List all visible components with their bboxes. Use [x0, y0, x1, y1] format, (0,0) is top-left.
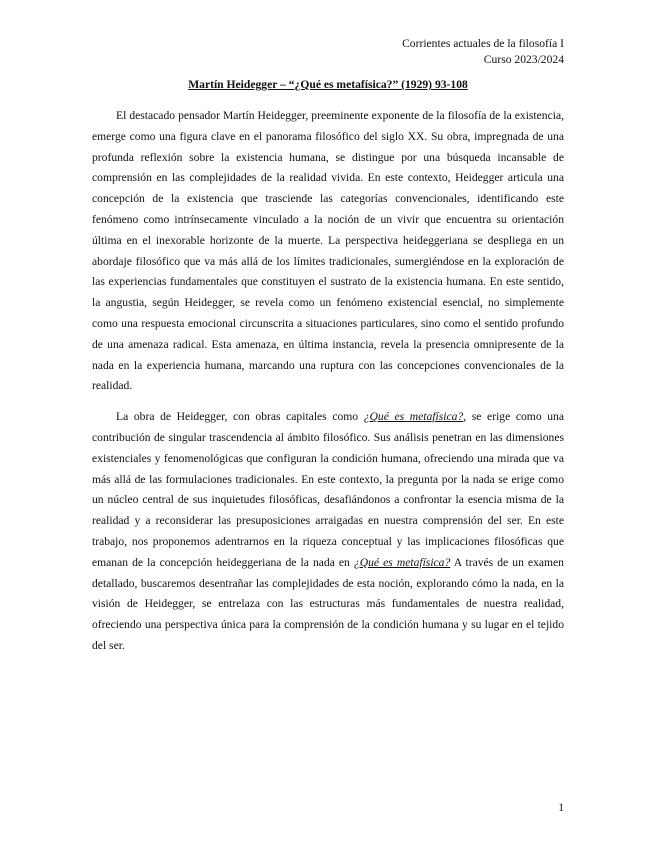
- paragraph-2-text-2: , se erige como una contribución de singular trascendencia al ámbito filosófico. Sus análisis penetran en las dimensiones existenciales y fenomenológicas que configuran la condición humana, ofreciendo una mirada que va más allá de las formulaciones tradicionales. En este contexto, la pregunta por la nada se erige como un núcleo central de sus inquietudes filosóficas, desafiándonos a confrontar la esencia misma de la realidad y a reconsiderar las presuposiciones arraigadas en nuestra comprensión del ser. En este trabajo, nos proponemos adentrarnos en la riqueza conceptual y las implicaciones filosóficas que emanan de la concepción heideggeriana de la nada en: [92, 410, 564, 569]
- page-header: [402, 36, 564, 68]
- header-course-name: Corrientes actuales de la filosofía I: [402, 37, 564, 50]
- header-course-year: Curso 2023/2024: [483, 53, 564, 66]
- page-number: 1: [558, 801, 564, 814]
- paragraph-2-text-1: La obra de Heidegger, con obras capitales como: [116, 410, 364, 424]
- paragraph-2: [92, 407, 564, 657]
- paragraph-2-text-3: A través de un examen detallado, buscaremos desentrañar las complejidades de esta noción, explorando cómo la nada, en la visión de Heidegger, se entrelaza con las estructuras más fundamentales de nuestra realidad, ofreciendo una perspectiva única para la comprensión de la condición humana y su lugar en el tejido del ser.: [92, 555, 564, 652]
- document-title: Martín Heidegger – “¿Qué es metafísica?” (1929) 93-108: [188, 78, 468, 91]
- paragraph-1: El destacado pensador Martín Heidegger, preeminente exponente de la filosofía de la existencia, emerge como una figura clave en el panorama filosófico del siglo XX. Su obra, impregnada de una profunda reflexión sobre la existencia humana, se distingue por una búsqueda incansable de comprensión en las complejidades de la realidad vivida. En este contexto, Heidegger articula una concepción de la existencia que trasciende las categorías convencionales, identificando este fenómeno como intrínsecamente vinculado a la noción de un vivir que encuentra su orientación última en el inexorable horizonte de la muerte. La perspectiva heideggeriana se despliega en un abordaje filosófico que va más allá de los límites tradicionales, sumergiéndose en la exploración de las experiencias fundamentales que constituyen el sustrato de la existencia humana. En este sentido, la angustia, según Heidegger, se revela como un fenómeno existencial esencial, no simplemente como una respuesta emocional circunscrita a situaciones particulares, sino como el sentido profundo de una amenaza radical. Esta amenaza, en última instancia, revela la presencia omnipresente de la nada en la experiencia humana, marcando una ruptura con las concepciones convencionales de la realidad.: [92, 109, 564, 393]
- document-body: [92, 106, 564, 667]
- work-title-italic-1: ¿Qué es metafísica?: [363, 410, 464, 424]
- work-title-italic-2: ¿Qué es metafísica?: [353, 555, 451, 569]
